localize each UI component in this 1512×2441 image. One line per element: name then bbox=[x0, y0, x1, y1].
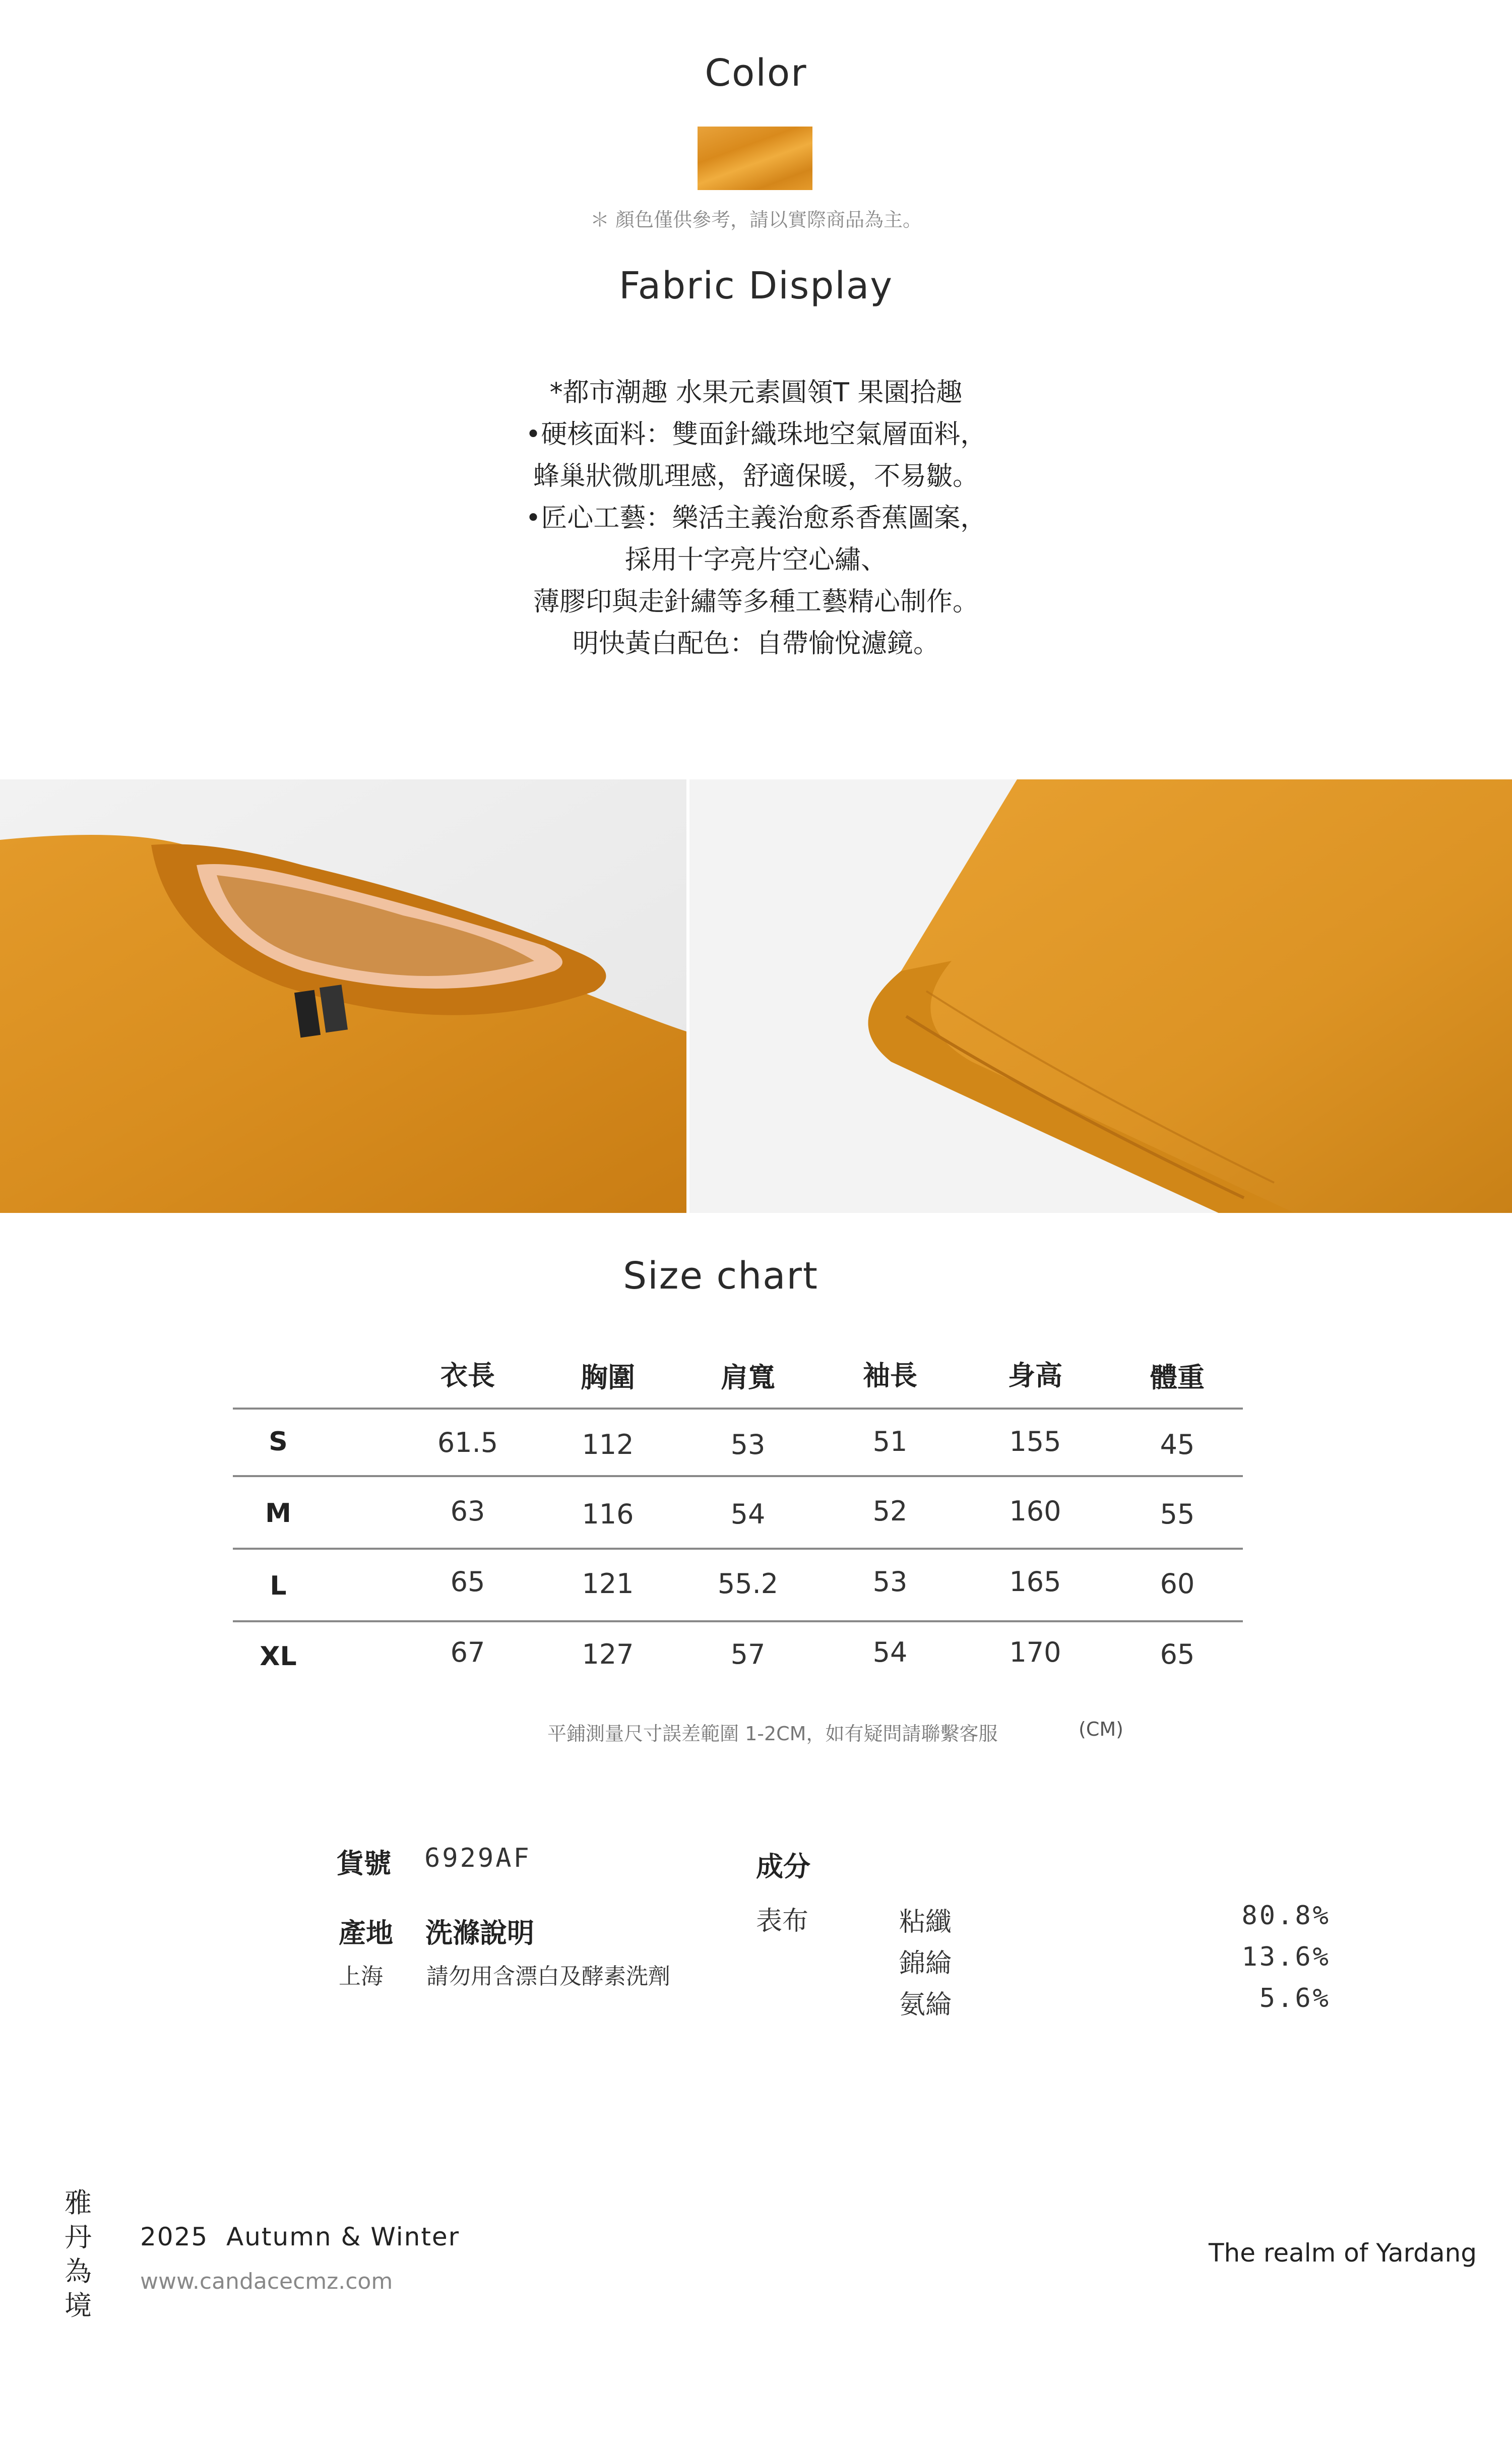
table-cell: 127 bbox=[582, 1638, 634, 1670]
wash-value: 請勿用含漂白及酵素洗劑 bbox=[426, 1964, 670, 1989]
header-sleeve: 袖長 bbox=[863, 1360, 917, 1391]
origin-label: 產地 bbox=[339, 1917, 393, 1949]
size-label-s: S bbox=[269, 1427, 288, 1457]
table-cell: 52 bbox=[872, 1495, 908, 1527]
origin-value: 上海 bbox=[339, 1964, 383, 1989]
brand-char: 為 bbox=[65, 2255, 92, 2287]
table-divider bbox=[233, 1475, 1243, 1477]
table-cell: 54 bbox=[730, 1498, 766, 1530]
table-cell: 53 bbox=[872, 1566, 908, 1598]
cuff-detail-photo bbox=[689, 779, 1512, 1213]
table-divider bbox=[233, 1408, 1243, 1410]
header-length: 衣長 bbox=[440, 1360, 495, 1391]
fabric-line: 薄膠印與走針繡等多種工藝精心制作。 bbox=[533, 587, 979, 617]
collar-detail-photo bbox=[0, 779, 686, 1213]
table-cell: 65 bbox=[450, 1566, 485, 1598]
fabric-line: 蜂巢狀微肌理感，舒適保暖，不易皺。 bbox=[533, 461, 979, 492]
material-percent: 5.6% bbox=[1259, 1983, 1331, 2013]
table-divider bbox=[233, 1620, 1243, 1622]
fabric-line: 採用十字亮片空心繡、 bbox=[624, 545, 887, 575]
slogan-text: The realm of Yardang bbox=[1209, 2238, 1477, 2268]
color-title: Color bbox=[705, 51, 807, 95]
table-cell: 51 bbox=[872, 1426, 908, 1457]
size-label-xl: XL bbox=[260, 1641, 297, 1672]
fabric-line: •硬核面料：雙面針織珠地空氣層面料， bbox=[525, 419, 987, 450]
sku-label: 貨號 bbox=[337, 1848, 391, 1879]
header-weight: 體重 bbox=[1150, 1362, 1205, 1393]
color-swatch bbox=[698, 127, 812, 190]
table-cell: 53 bbox=[730, 1429, 766, 1460]
fabric-line: *都市潮趣 水果元素圓領T 果園拾趣 bbox=[549, 378, 963, 408]
brand-char: 丹 bbox=[65, 2221, 92, 2253]
table-cell: 165 bbox=[1009, 1566, 1061, 1598]
brand-char: 雅 bbox=[65, 2187, 92, 2219]
table-cell: 54 bbox=[872, 1636, 908, 1668]
material-name: 氨綸 bbox=[899, 1990, 952, 2020]
table-cell: 160 bbox=[1009, 1495, 1061, 1527]
table-cell: 61.5 bbox=[437, 1427, 498, 1458]
size-chart-note: 平鋪測量尺寸誤差範圍 1-2CM，如有疑問請聯繫客服 bbox=[547, 1723, 998, 1745]
fabric-label: 表布 bbox=[756, 1906, 809, 1936]
fabric-line: 明快黃白配色：自帶愉悅濾鏡。 bbox=[572, 629, 939, 659]
table-cell: 116 bbox=[582, 1498, 634, 1530]
table-cell: 60 bbox=[1160, 1568, 1195, 1600]
size-label-m: M bbox=[265, 1498, 291, 1529]
material-percent: 80.8% bbox=[1241, 1901, 1331, 1931]
table-cell: 112 bbox=[582, 1429, 634, 1460]
fabric-title: Fabric Display bbox=[618, 264, 894, 308]
fabric-line: •匠心工藝：樂活主義治愈系香蕉圖案， bbox=[525, 503, 987, 533]
website-link[interactable]: www.candacecmz.com bbox=[140, 2269, 393, 2294]
size-chart-title: Size chart bbox=[623, 1254, 818, 1298]
material-name: 粘纖 bbox=[899, 1907, 952, 1937]
season-text: 2025 Autumn & Winter bbox=[140, 2222, 460, 2251]
brand-char: 境 bbox=[65, 2290, 92, 2322]
table-cell: 45 bbox=[1160, 1429, 1195, 1460]
composition-label: 成分 bbox=[756, 1851, 810, 1882]
size-chart-unit: (CM) bbox=[1079, 1718, 1123, 1740]
table-cell: 65 bbox=[1160, 1638, 1195, 1670]
color-note: ＊ 顏色僅供參考，請以實際商品為主。 bbox=[590, 209, 922, 231]
material-name: 錦綸 bbox=[899, 1948, 952, 1979]
table-divider bbox=[233, 1548, 1243, 1550]
table-cell: 155 bbox=[1009, 1426, 1061, 1457]
fabric-description bbox=[0, 372, 1512, 665]
table-cell: 57 bbox=[730, 1638, 766, 1670]
table-cell: 55.2 bbox=[717, 1568, 779, 1600]
size-label-l: L bbox=[270, 1571, 287, 1601]
table-cell: 67 bbox=[450, 1636, 485, 1668]
sku-value: 6929AF bbox=[424, 1843, 531, 1873]
table-cell: 121 bbox=[582, 1568, 634, 1600]
wash-label: 洗滌說明 bbox=[425, 1917, 534, 1949]
brand-vertical-name bbox=[60, 2186, 96, 2323]
header-shoulder: 肩寬 bbox=[721, 1362, 775, 1393]
table-cell: 55 bbox=[1160, 1498, 1195, 1530]
header-chest: 胸圍 bbox=[581, 1362, 635, 1393]
header-height: 身高 bbox=[1008, 1360, 1062, 1391]
table-cell: 63 bbox=[450, 1495, 485, 1527]
material-percent: 13.6% bbox=[1241, 1942, 1331, 1972]
table-cell: 170 bbox=[1009, 1636, 1061, 1668]
